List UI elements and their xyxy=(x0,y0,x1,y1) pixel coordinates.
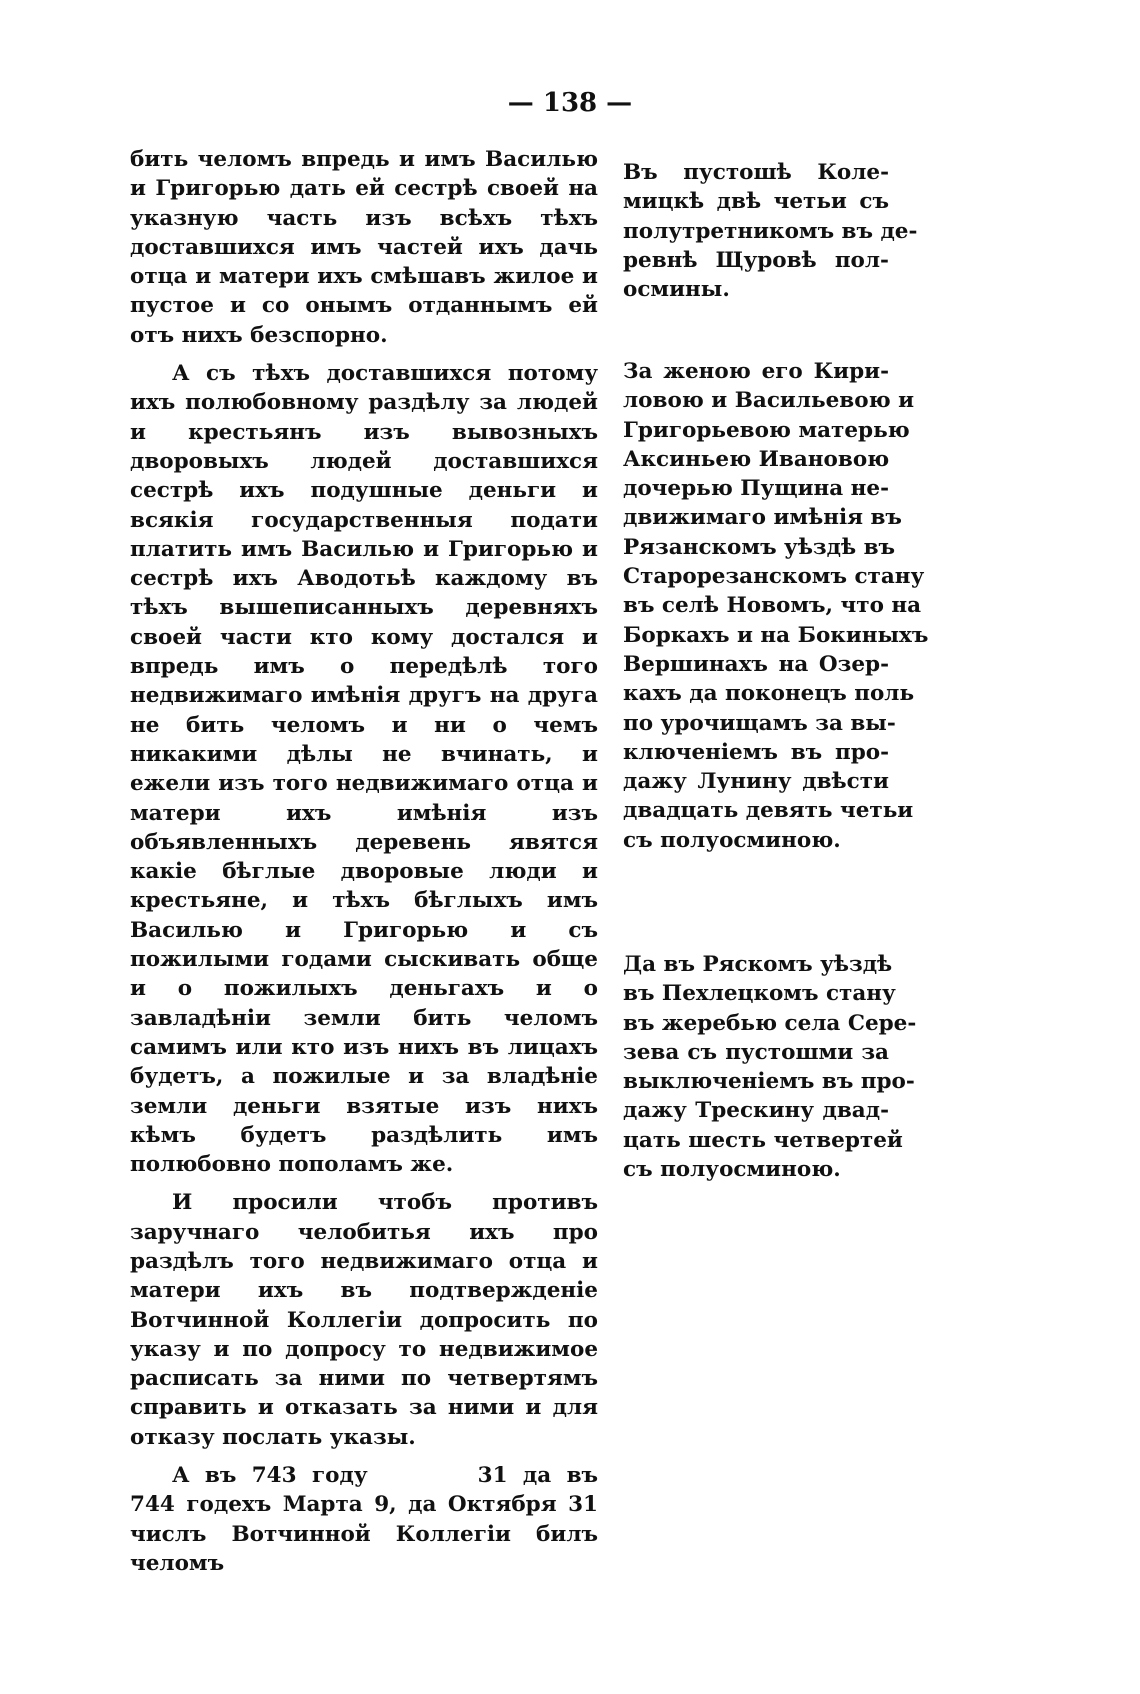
note-line: выключеніемъ въ про- xyxy=(623,1069,915,1095)
paragraph: И просили чтобъ противъ заручнаго челобитья ихъ про раздѣлъ того недвижимаго отца и матери ихъ въ подтвержденіе Вотчинной Коллегіи допросить по указу и по допросу то недвижимое расписать за ними по четвертямъ справить и отказать за ними и для отказу послать указы. xyxy=(130,1190,598,1450)
paragraph: бить челомъ впредь и имъ Василью и Григорью дать ей сестрѣ своей на указную часть изъ всѣхъ тѣхъ доставшихся имъ частей ихъ дачь отца и матери ихъ смѣшавъ жилое и пустое и со онымъ отданнымъ ей отъ нихъ безспорно. xyxy=(130,147,598,348)
note-line: ревнѣ Щуровѣ пол- xyxy=(623,247,889,273)
note-line: цать шесть четвертей xyxy=(623,1127,903,1153)
paragraph-part: А въ 743 году xyxy=(172,1463,368,1489)
note-line: въ жеребью села Сере- xyxy=(623,1010,917,1036)
note-line: по урочищамъ за вы- xyxy=(623,710,896,736)
paragraph xyxy=(130,1461,598,1578)
note-line: осмины. xyxy=(623,277,730,303)
note-line: мицкѣ двѣ четьи съ xyxy=(623,189,889,215)
note-line: полутретникомъ въ де- xyxy=(623,218,918,244)
note-line: Вершинахъ на Озер- xyxy=(623,651,889,677)
note-line: съ полуосминою. xyxy=(623,1157,841,1183)
note-line: Боркахъ и на Бокиныхъ xyxy=(623,622,929,648)
paragraph: А съ тѣхъ доставшихся потому ихъ полюбовному раздѣлу за людей и крестьянъ изъ вывозныхъ дворовыхъ людей доставшихся сестрѣ ихъ подушные деньги и всякія государственныя подати платить имъ Василью и Григорью и сестрѣ ихъ Аводотьѣ каждому въ тѣхъ вышеписанныхъ деревняхъ своей части кто кому достался и впредь имъ о передѣлѣ того недвижимаго имѣнія другъ на друга не бить челомъ и ни о чемъ никакими дѣлы не вчинать, и ежели изъ того недвижимаго отца и матери ихъ имѣнія изъ объявленныхъ деревень явятся какіе бѣглые дворовые люди и крестьяне, и тѣхъ бѣглыхъ имъ Василью и Григорью и съ пожилыми годами сыскивать обще и о пожилыхъ деньгахъ и о завладѣніи земли бить челомъ самимъ или кто изъ нихъ въ лицахъ будетъ, а пожилые и за владѣніе земли деньги взятые изъ нихъ кѣмъ будетъ раздѣлить имъ полюбовно пополамъ же. xyxy=(130,361,598,1178)
note-line: ловою и Васильевою и xyxy=(623,388,915,414)
note-line: Старорезанскомъ стану xyxy=(623,564,925,590)
note-line: съ полуосминою. xyxy=(623,827,841,853)
main-text-column xyxy=(130,145,598,1578)
note-line: Рязанскомъ уѣздѣ въ xyxy=(623,534,896,560)
note-line: въ селѣ Новомъ, что на xyxy=(623,593,922,619)
note-line: зева съ пустошми за xyxy=(623,1039,889,1065)
note-line: Въ пустошѣ Коле- xyxy=(623,160,889,185)
note-line: въ Пехлецкомъ стану xyxy=(623,981,896,1007)
margin-note-1 xyxy=(623,158,918,304)
note-line: кахъ да поконецъ поль xyxy=(623,681,915,707)
note-line: ключеніемъ въ про- xyxy=(623,739,889,765)
note-line: дажу Трескину двад- xyxy=(623,1098,889,1124)
note-line: За женою его Кири- xyxy=(623,359,889,384)
margin-note-2 xyxy=(623,357,929,855)
margin-note-3 xyxy=(623,950,917,1184)
note-line: Григорьевою матерью xyxy=(623,417,910,443)
note-line: Аксиньею Ивановою xyxy=(623,446,890,472)
note-line: дочерью Пущина не- xyxy=(623,476,890,502)
note-line: двадцать девять четьи xyxy=(623,798,914,824)
note-line: дажу Лунину двѣсти xyxy=(623,769,889,795)
page-number: — 138 — xyxy=(507,88,633,118)
note-line: движимаго имѣнія въ xyxy=(623,505,902,531)
paragraph-part: 31 да въ 744 годехъ Марта 9, да Октября 31 числъ Вотчинной Коллегіи билъ челомъ xyxy=(130,1463,598,1576)
note-line: Да въ Ряскомъ уѣздѣ xyxy=(623,952,893,977)
